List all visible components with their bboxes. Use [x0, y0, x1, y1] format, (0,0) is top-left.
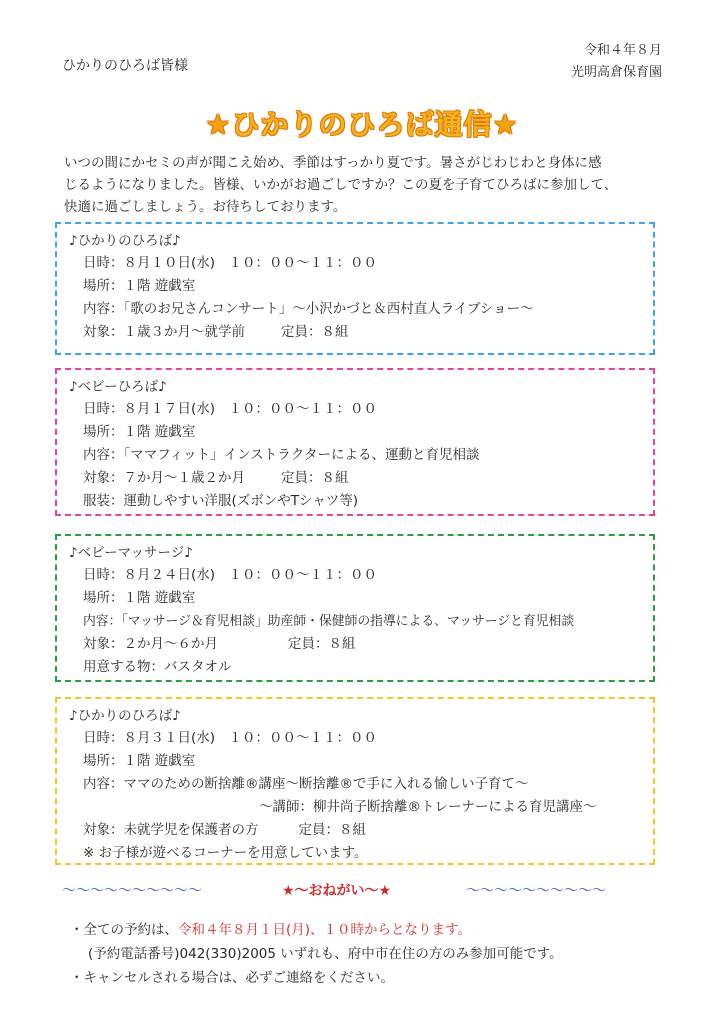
event-datetime: 日時：８月３１日(水) １０：００～１１：００: [83, 730, 378, 746]
title-text: ひかりのひろば通信: [231, 108, 493, 141]
event-target-row: [69, 321, 643, 344]
event-items: 用意する物：バスタオル: [83, 659, 232, 675]
event-heading: ♪ベビーひろば♪: [69, 379, 167, 395]
event-capacity: 定員：８組: [281, 470, 349, 486]
event-target: 対象：２か月～６か月: [83, 636, 218, 652]
event-box-massage: [55, 534, 655, 682]
issue-date: 令和４年８月: [583, 43, 662, 58]
intro-line: じるようになりました。皆様、いかがお過ごしですか？この夏を子育てひろばに参加して、: [64, 177, 618, 193]
event-box-baby: [55, 368, 655, 516]
reservation-start-date: 令和４年８月１日(月)、１０時からとなります。: [178, 922, 471, 938]
event-content-continued: ～講師：柳井尚子断捨離®トレーナーによる育児講座～: [259, 799, 597, 815]
event-heading: ♪ひかりのひろば♪: [69, 708, 181, 724]
event-capacity: 定員：８組: [288, 636, 356, 652]
organization-name: 光明高倉保育園: [570, 65, 662, 80]
event-content: 内容：ママのための断捨離®講座～断捨離®で手に入れる愉しい子育て～: [83, 776, 529, 792]
event-clothing: 服装：運動しやすい洋服(ズボンやTシャツ等): [83, 493, 359, 509]
event-place: 場所：１階 遊戯室: [83, 424, 196, 440]
intro-line: いつの間にかセミの声が聞こえ始め、季節はすっかり夏です。暑さがじわじわと身体に感: [64, 155, 602, 171]
cancel-note: ・キャンセルされる場合は、必ずご連絡をください。: [70, 970, 394, 986]
star-icon: ★: [205, 108, 232, 141]
newsletter-title: [0, 103, 724, 143]
event-datetime: 日時：８月１７日(水) １０：００～１１：００: [83, 401, 378, 417]
event-capacity: 定員：８組: [298, 822, 366, 838]
star-icon: ★: [492, 108, 519, 141]
event-place: 場所：１階 遊戯室: [83, 753, 196, 769]
event-target-row: [69, 633, 643, 656]
request-heading: ★～おねがい～★: [282, 883, 392, 899]
event-datetime: 日時：８月２４日(水) １０：００～１１：００: [83, 567, 378, 583]
event-box-hikari-2: [55, 697, 655, 865]
intro-line: 快適に過ごしましょう。お待ちしております。: [64, 199, 347, 215]
event-place: 場所：１階 遊戯室: [83, 590, 196, 606]
event-heading: ♪ベビーマッサージ♪: [69, 545, 193, 561]
date-block: [571, 40, 662, 84]
addressee: ひかりのひろば皆様: [62, 58, 188, 74]
event-target: 対象：未就学児を保護者の方: [83, 822, 259, 838]
event-place: 場所：１階 遊戯室: [83, 278, 196, 294]
event-capacity: 定員：８組: [281, 324, 349, 340]
request-notes: [70, 918, 670, 990]
event-target: 対象：７か月～１歳２か月: [83, 470, 245, 486]
event-target-row: [69, 819, 643, 842]
event-heading: ♪ひかりのひろば♪: [69, 233, 181, 249]
event-content: 内容：「マッサージ＆育児相談」助産師・保健師の指導による、マッサージと育児相談: [83, 614, 575, 629]
event-target-row: [69, 467, 643, 490]
intro-paragraph: [64, 152, 664, 218]
event-content: 内容：「ママフィット」インストラクターによる、運動と育児相談: [83, 447, 480, 463]
event-target: 対象：１歳３か月～就学前: [83, 324, 245, 340]
event-datetime: 日時：８月１０日(水) １０：００～１１：００: [83, 255, 378, 271]
wave-decoration: ～～～～～～～～～～: [62, 883, 202, 899]
phone-note: (予約電話番号)042(330)2005 いずれも、府中市在住の方のみ参加可能です。: [88, 946, 563, 962]
event-content: 内容：「歌のお兄さんコンサート」～小沢かづと＆西村直人ライブショー～: [83, 301, 534, 317]
event-note: ※ お子様が遊べるコーナーを用意しています。: [83, 845, 368, 861]
event-box-hikari-1: [55, 222, 655, 355]
reservation-note-prefix: ・全ての予約は、: [70, 922, 178, 938]
wave-decoration: ～～～～～～～～～～: [466, 883, 606, 899]
reservation-note: [70, 918, 670, 942]
